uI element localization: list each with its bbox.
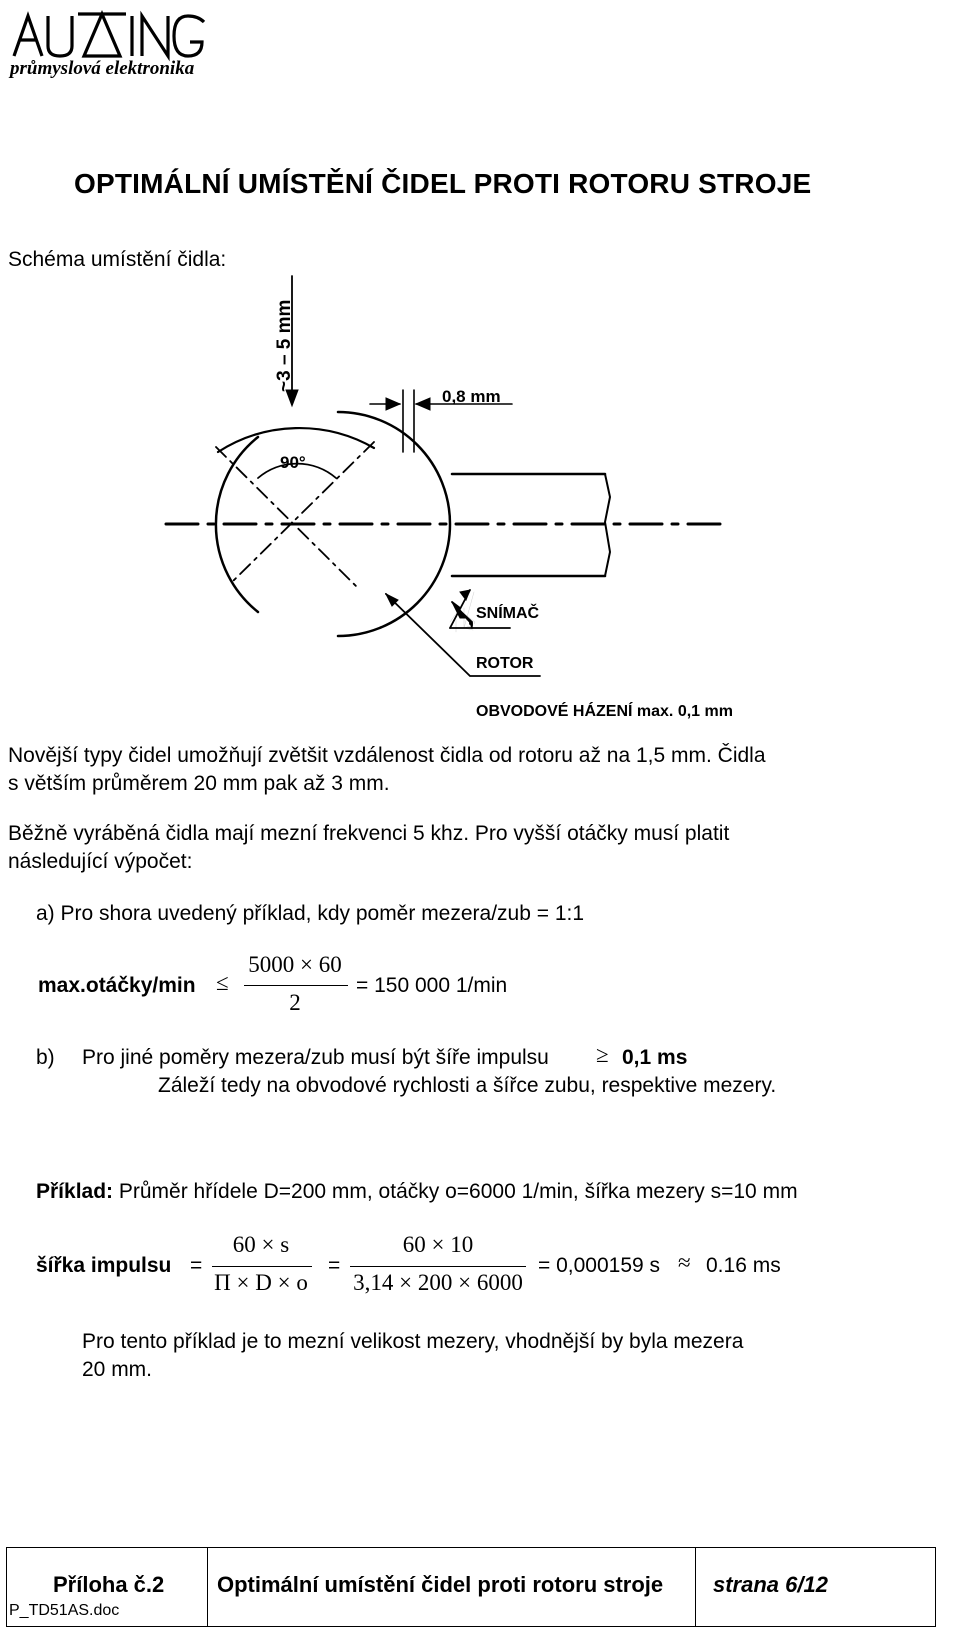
formula2-num1: 60 × s <box>232 1232 290 1257</box>
page-footer <box>6 1547 936 1627</box>
paragraph-1-line-2: s větším průměrem 20 mm pak až 3 mm. <box>8 772 390 795</box>
dim-width-label: 0,8 mm <box>442 387 501 406</box>
formula2-result: = 0,000159 s <box>538 1254 661 1277</box>
formula1-numerator: 5000 × 60 <box>248 952 342 977</box>
formula1-relation: ≤ <box>216 970 229 995</box>
diagram-drawing <box>160 272 810 752</box>
formula2-fraction-bar-2 <box>350 1266 526 1267</box>
formula2-approx-value: 0.16 ms <box>706 1254 781 1277</box>
dim-gap-label: ~3 – 5 mm <box>274 299 295 392</box>
example-label: Příklad: <box>36 1180 114 1203</box>
formula1-fraction-bar <box>244 985 348 986</box>
schema-label: Schéma umístění čidla: <box>8 248 227 271</box>
rotor-label: ROTOR <box>476 655 534 672</box>
item-b-relation: ≥ <box>596 1042 609 1067</box>
item-b-value: 0,1 ms <box>622 1046 688 1069</box>
runout-label: OBVODOVÉ HÁZENÍ max. 0,1 mm <box>476 703 733 720</box>
formula2-den2: 3,14 × 200 × 6000 <box>353 1270 523 1295</box>
formula2-eq2: = <box>328 1254 341 1277</box>
logo-subtitle: průmyslová elektronika <box>10 58 195 79</box>
angle-label: 90° <box>280 453 306 472</box>
item-a: a) Pro shora uvedený příklad, kdy poměr mezera/zub = 1:1 <box>36 902 585 925</box>
conclusion-line-2: 20 mm. <box>82 1358 153 1381</box>
formula1-label: max.otáčky/min <box>38 974 196 997</box>
example-text: Průměr hřídele D=200 mm, otáčky o=6000 1/min, šířka mezery s=10 mm <box>118 1180 798 1203</box>
conclusion-line-1: Pro tento příklad je to mezní velikost mezery, vhodnější by byla mezera <box>82 1330 744 1353</box>
page-title: OPTIMÁLNÍ UMÍSTĚNÍ ČIDEL PROTI ROTORU STROJE <box>74 168 812 199</box>
conclusion <box>82 1328 743 1384</box>
item-b-text: Pro jiné poměry mezera/zub musí být šíře impulsu <box>82 1046 549 1069</box>
logo-mark <box>8 6 248 62</box>
footer-cell-title <box>207 1548 696 1626</box>
formula2-fraction-bar-1 <box>212 1266 312 1267</box>
paragraph-2-line-2: následující výpočet: <box>8 850 193 873</box>
formula2-num2: 60 × 10 <box>402 1232 474 1257</box>
paragraph-1 <box>8 742 766 798</box>
paragraph-1-line-1: Novější typy čidel umožňují zvětšit vzdálenost čidla od rotoru až na 1,5 mm. Čidla <box>8 744 766 767</box>
paragraph-2 <box>8 820 729 876</box>
formula2-approx: ≈ <box>678 1250 691 1275</box>
example <box>36 1178 798 1206</box>
footer-page-number: strana 6/12 <box>713 1572 828 1597</box>
sensor-label: SNÍMAČ <box>476 605 540 622</box>
paragraph-2-line-1: Běžně vyráběná čidla mají mezní frekvenci 5 khz. Pro vyšší otáčky musí platit <box>8 822 730 845</box>
sensor-placement-diagram <box>160 272 810 752</box>
item-b-marker: b) <box>36 1046 55 1069</box>
footer-cell-appendix <box>7 1548 208 1626</box>
footer-filename: P_TD51AS.doc <box>9 1602 120 1619</box>
formula2-den1: Π × D × o <box>214 1270 308 1295</box>
item-b-line-2: Záleží tedy na obvodové rychlosti a šířce zubu, respektive mezery. <box>158 1074 777 1097</box>
formula1-result: = 150 000 1/min <box>356 974 508 997</box>
footer-appendix: Příloha č.2 <box>53 1572 165 1597</box>
footer-doc-title: Optimální umístění čidel proti rotoru stroje <box>217 1572 664 1597</box>
formula2-label: šířka impulsu <box>36 1254 172 1277</box>
formula2-eq1: = <box>190 1254 203 1277</box>
formula1-denominator: 2 <box>289 990 301 1015</box>
